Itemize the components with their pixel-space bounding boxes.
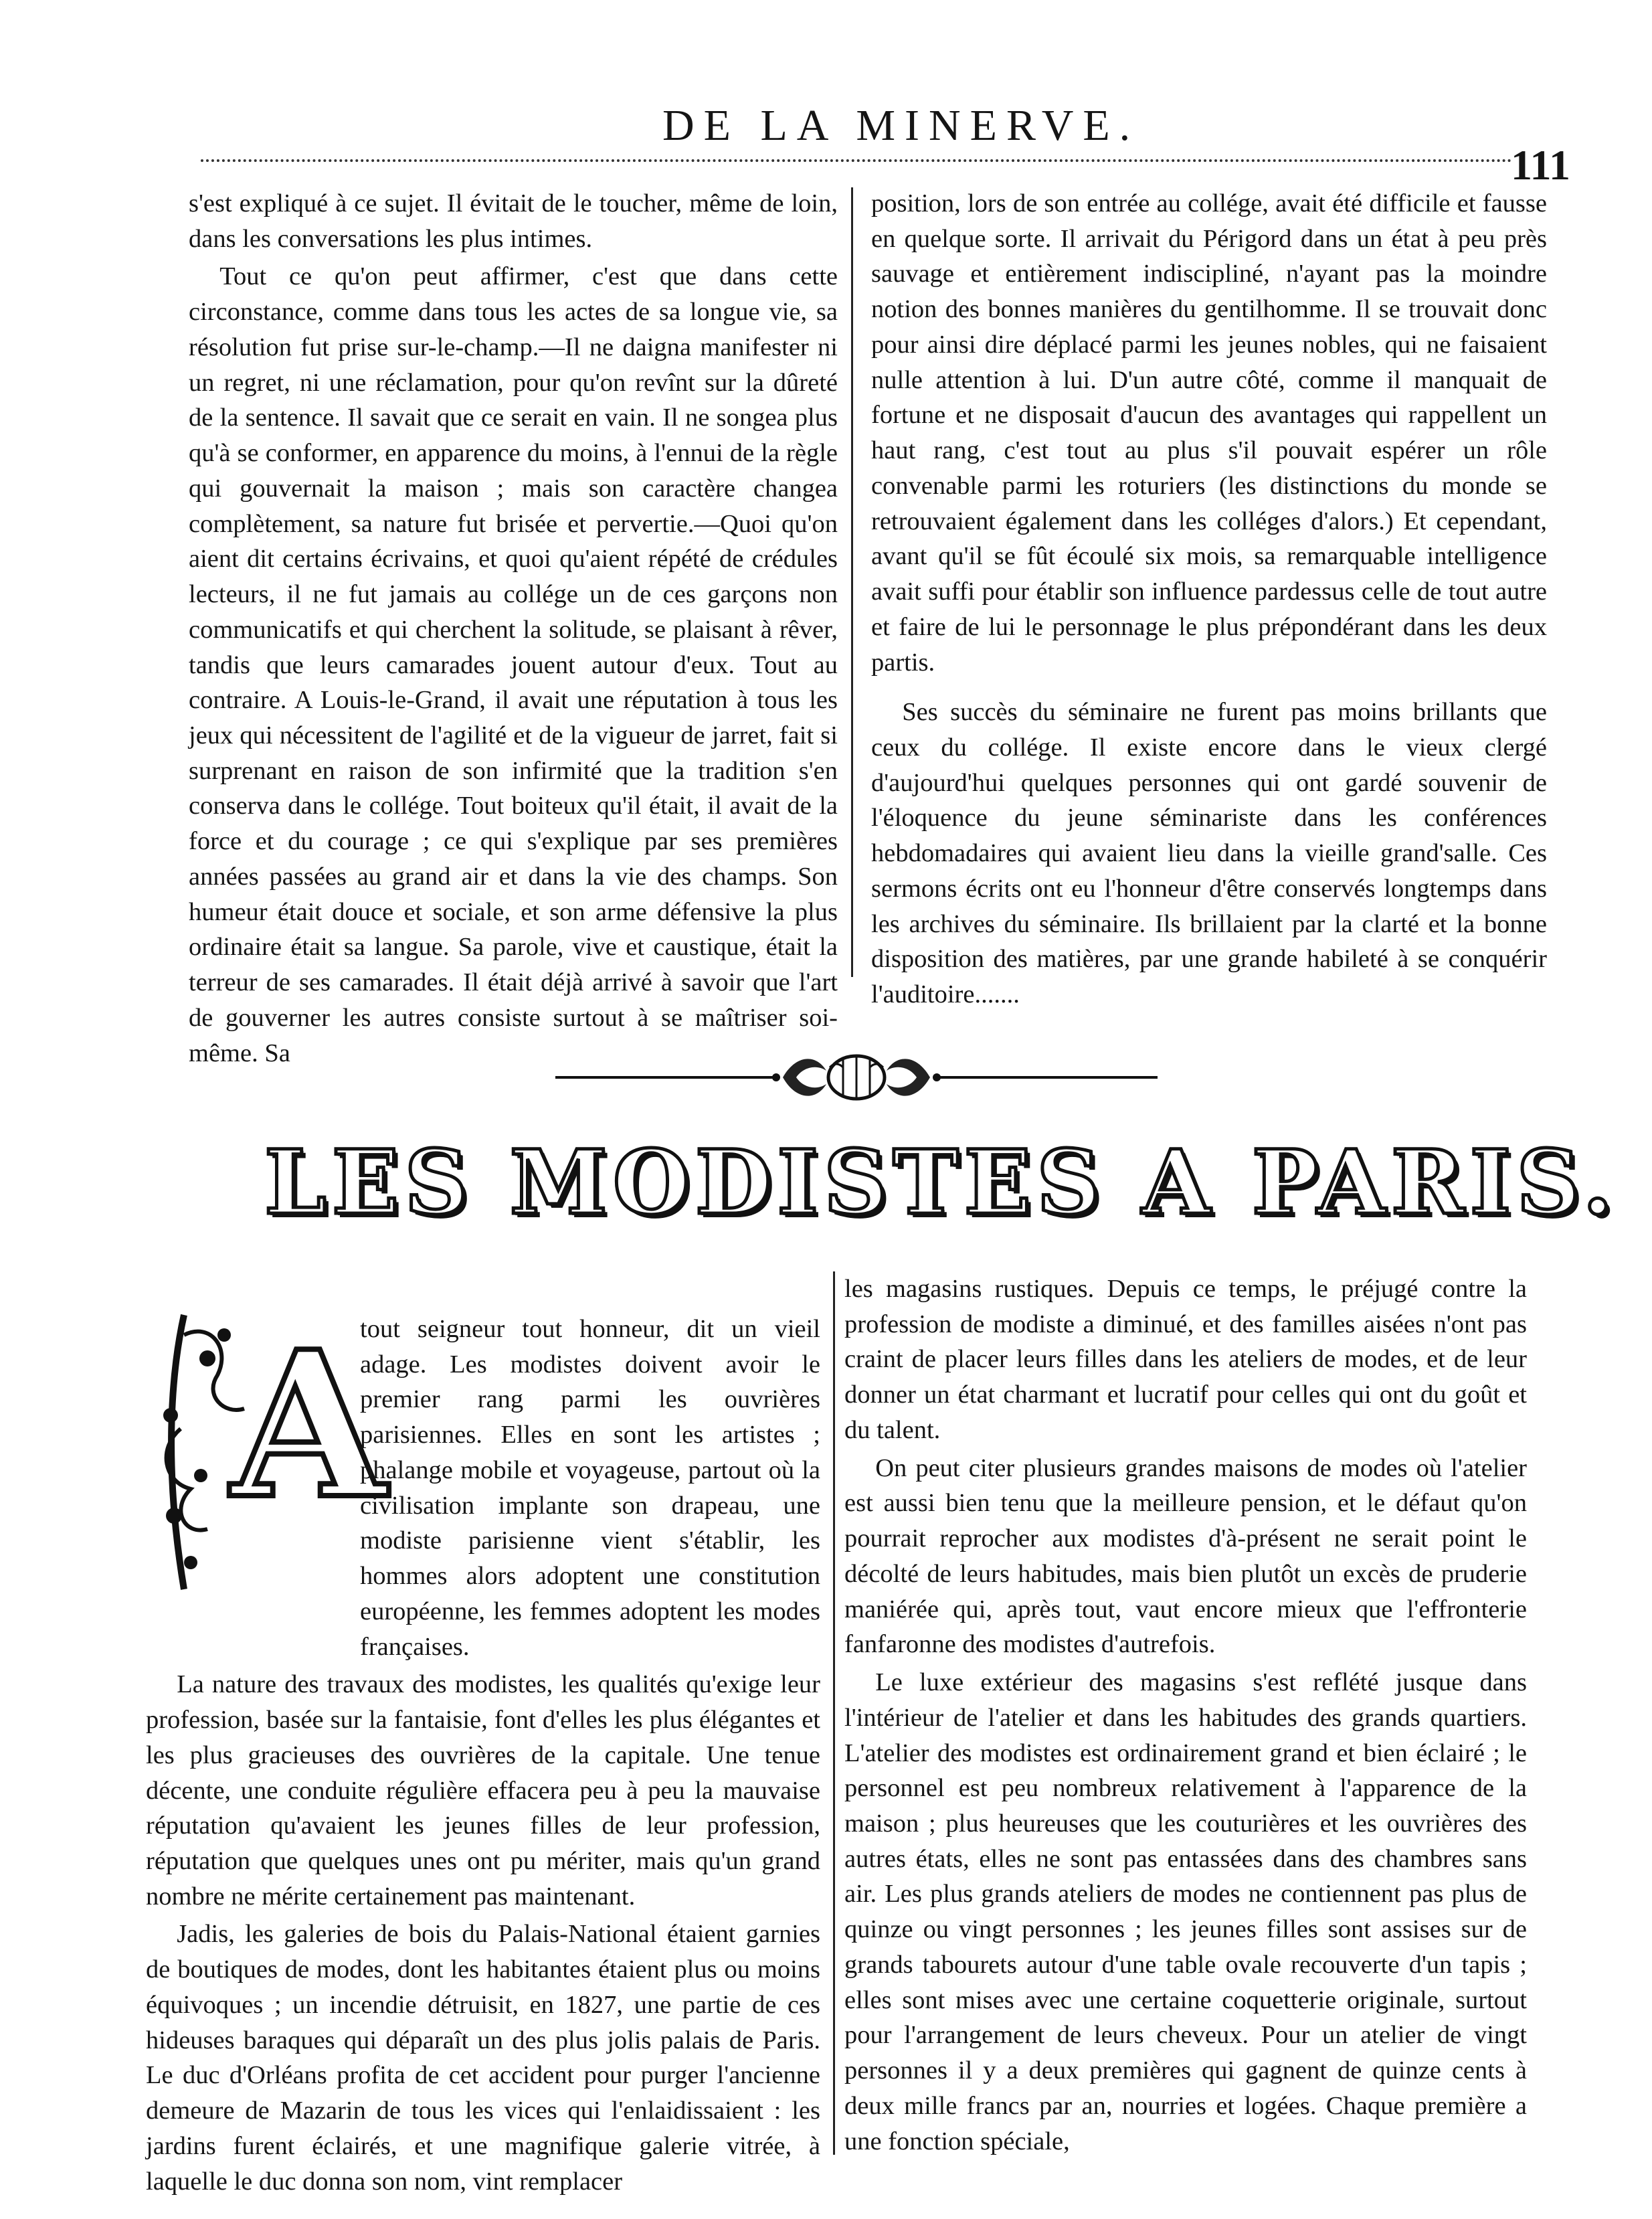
paragraph: Ses succès du séminaire ne furent pas moins brillants que ceux du collége. Il existe encore dans le vieux clergé d'aujourd'hui quelques personnes qui ont gardé souvenir de l'éloquence du jeune séminariste dans les conférences hebdomadaires qui avaient lieu dans la vieille grand'salle. Ces sermons écrits ont eu l'honneur d'être conservés longtemps dans les archives du séminaire. Ils brillaient par la clarté et la bonne disposition des matières, par une grande habileté à se conquérir l'auditoire....... [871, 698, 1547, 1009]
top-left-column [189, 186, 838, 1071]
running-header-title: DE LA MINERVE. [662, 101, 1140, 150]
column-divider [851, 187, 853, 977]
dropcap-letter: A [231, 1307, 387, 1543]
page-number: 111 [1511, 141, 1570, 189]
article-title: LES MODISTES A PARIS. [264, 1131, 1619, 1235]
paragraph: Tout ce qu'on peut affirmer, c'est que dans cette circonstance, comme dans tous les actes de sa longue vie, sa résolution fut prise sur-le-champ.—Il ne daigna manifester ni un regret, ni une réclamation, pour qu'on revînt sur la dûreté de la sentence. Il savait que ce serait en vain. Il ne songea plus qu'à se conformer, en apparence du moins, à l'ennui de la règle qui gouvernait la maison ; mais son caractère changea complètement, sa nature fut brisée et pervertie.—Quoi qu'on aient dit certains écrivains, et quoi qu'aient répété de crédules lecteurs, il ne fut jamais au collége un de ces garçons non communicatifs et qui cherchent la solitude, se plaisant à rêver, tandis que leurs camarades jouent autour d'eux. Tout au contraire. A Louis-le-Grand, il avait une réputation à tous les jeux qui nécessitent de l'agilité et de la vigueur de jarret, fait si surprenant en raison de son infirmité que la tradition s'en conserva dans le collége. Tout boiteux qu'il était, il avait de la force et du courage ; ce qui s'explique par ses premières années passées au grand air et dans la vie des champs. Son humeur était douce et sociale, et son arme défensive la plus ordinaire était sa langue. Sa parole, vive et caustique, était la terreur de ses camarades. Il était déjà arrivé à savoir que l'art de gouverner les autres consiste surtout à se maîtriser soi-même. Sa [189, 262, 838, 1067]
top-right-column [871, 186, 1547, 1012]
paragraph: position, lors de son entrée au collége, avait été difficile et fausse en quelque sorte. Il arrivait du Périgord dans un état à peu près sauvage et entièrement indiscipliné, n'ayant pas la moindre notion des bonnes manières du gentilhomme. Il se trouvait donc pour ainsi dire déplacé parmi les jeunes nobles, qui ne faisaient nulle attention à lui. D'un autre côté, comme il manquait de fortune et ne disposait d'aucun des avantages qui rappellent un haut rang, c'est tout au plus s'il pouvait espérer un rôle convenable parmi les roturiers (les distinctions du monde se retrouvaient également dans les colléges d'alors.) Et cependant, avant qu'il se fût écoulé six mois, sa remarquable intelligence avait suffi pour établir son influence pardessus celle de tout autre et faire de lui le personnage le plus prépondérant dans les deux partis. [871, 189, 1547, 677]
paragraph: Le luxe extérieur des magasins s'est reflété jusque dans l'intérieur de l'atelier et dans les habitudes des grands quartiers. L'atelier des modistes est ordinairement grand et bien éclairé ; le personnel est peu nombreux relativement à l'apparence de la maison ; plus heureuses que les couturières et les ouvrières des autres états, elles ne sont pas entassées dans des chambres sans air. Les plus grands ateliers de modes ne contiennent pas plus de quinze ou vingt personnes ; les jeunes filles sont assises sur de grands tabourets autour d'une table ovale recouverte d'un tapis ; elles sont mises avec une certaine coquetterie originale, surtout pour l'arrangement de leurs cheveux. Pour un atelier de vingt personnes il y a deux premières qui gagnent de quinze cents à deux mille francs par an, nourries et logées. Chaque première a une fonction spéciale, [844, 1668, 1527, 2155]
paragraph: Jadis, les galeries de bois du Palais-National étaient garnies de boutiques de modes, dont les habitantes étaient plus ou moins équivoques ; un incendie détruisit, en 1827, une partie de ces hideuses baraques qui déparaît un des plus jolis palais de Paris. Le duc d'Orléans profita de cet accident pour purger l'ancienne demeure de Mazarin de tous les vices qui l'enlaidissaient : les jardins furent éclairés, et une magnifique galerie vitrée, à laquelle le duc donna son nom, vint remplacer [146, 1920, 820, 2196]
paragraph: La nature des travaux des modistes, les qualités qu'exige leur profession, basée sur la fantaisie, font d'elles les plus élégantes et les plus gracieuses des ouvrières de la capitale. Une tenue décente, une conduite régulière effacera peu à peu la mauvaise réputation qu'avaient les jeunes filles de leur profession, réputation que quelques unes ont pu mériter, mais qu'un grand nombre ne mérite certainement pas maintenant. [146, 1670, 820, 1911]
ornament-divider-icon [555, 1041, 1158, 1114]
article-left-column [146, 1312, 820, 2199]
header-rule [201, 159, 1512, 162]
paragraph: les magasins rustiques. Depuis ce temps, le préjugé contre la profession de modiste a diminué, et des familles aisées n'ont pas craint de placer leurs filles dans les ateliers de modes, et de leur donner un état charmant et lucratif pour celles qui ont du goût et du talent. [844, 1275, 1527, 1444]
paragraph: On peut citer plusieurs grandes maisons de modes où l'atelier est aussi bien tenu que la meilleure pension, et le défaut qu'on pourrait reprocher aux modistes d'à-présent ne serait point le décolté de leurs habitudes, mais bien plutôt un excès de pruderie maniérée qui, après tout, vaut encore mieux que l'effronterie fanfaronne des modistes d'autrefois. [844, 1453, 1527, 1659]
paragraph: s'est expliqué à ce sujet. Il évitait de le toucher, même de loin, dans les conversations les plus intimes. [189, 189, 838, 253]
paragraph: tout seigneur tout honneur, dit un vieil adage. Les modistes doivent avoir le premier rang parmi les ouvrières parisiennes. Elles en sont les artistes ; phalange mobile et voyageuse, partout où la civilisation implante son drapeau, une modiste parisienne vient s'établir, les hommes alors adoptent une constitution européenne, les femmes adoptent les modes françaises. [360, 1315, 820, 1661]
column-divider [833, 1271, 835, 2155]
article-right-column [844, 1271, 1527, 2159]
